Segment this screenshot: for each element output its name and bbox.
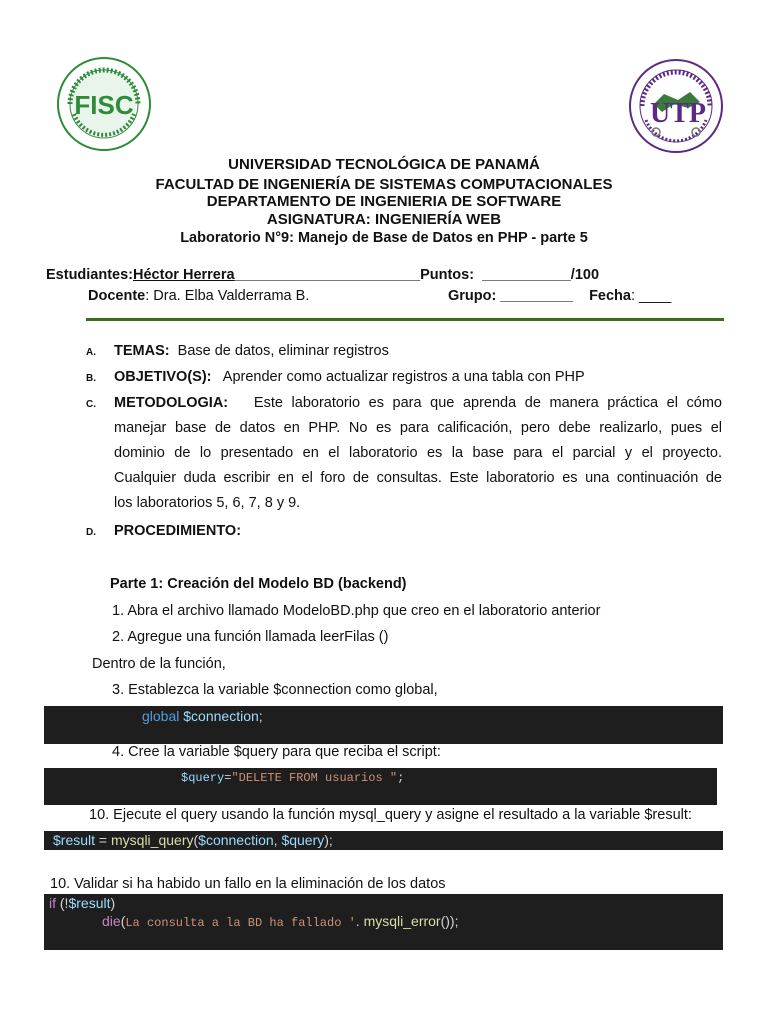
section-b: B. OBJETIVO(S): Aprender como actualizar registros a una tabla con PHP bbox=[86, 369, 585, 385]
step-3: 3. Establezca la variable $connection como global, bbox=[112, 682, 438, 698]
section-a: A. TEMAS: Base de datos, eliminar registros bbox=[86, 343, 389, 359]
teacher-value: : Dra. Elba Valderrama B. bbox=[145, 288, 310, 304]
step-4: 4. Cree la variable $query para que reciba el script: bbox=[112, 744, 441, 760]
subject-title: ASIGNATURA: INGENIERÍA WEB bbox=[266, 211, 502, 228]
fisc-logo bbox=[56, 56, 152, 152]
university-title: UNIVERSIDAD TECNOLÓGICA DE PANAMÁ bbox=[228, 156, 540, 173]
step-2: 2. Agregue una función llamada leerFilas () bbox=[112, 629, 389, 645]
part1-title: Parte 1: Creación del Modelo BD (backend) bbox=[110, 576, 407, 592]
group-row bbox=[448, 288, 671, 304]
faculty-title: FACULTAD DE INGENIERÍA DE SISTEMAS COMPUTACIONALES bbox=[155, 176, 613, 193]
inside-function-note: Dentro de la función, bbox=[92, 656, 226, 672]
svg-text:FISC: FISC bbox=[74, 90, 134, 120]
group-label: Grupo: bbox=[448, 288, 497, 304]
code-block-validate: if (!$result) die(La consulta a la BD ha fallado '. mysqli_error()); bbox=[44, 894, 723, 950]
step-10-execute: 10. Ejecute el query usando la función mysql_query y asigne el resultado a la variable $result: bbox=[89, 807, 692, 823]
points-label: Puntos: bbox=[420, 267, 475, 283]
date-value: : ____ bbox=[630, 288, 672, 304]
teacher-label: Docente bbox=[88, 288, 146, 304]
date-label: Fecha bbox=[589, 288, 631, 304]
code-block-result: $result = mysqli_query($connection, $query); bbox=[44, 831, 723, 850]
students-row bbox=[46, 267, 599, 283]
points-value: ___________/100 bbox=[482, 267, 600, 283]
students-value: Héctor Herrera bbox=[133, 267, 235, 283]
students-blank: _______________________ bbox=[234, 267, 421, 283]
divider-line bbox=[86, 318, 724, 321]
students-label: Estudiantes: bbox=[46, 267, 134, 283]
teacher-row bbox=[88, 288, 309, 304]
step-1: 1. Abra el archivo llamado ModeloBD.php que creo en el laboratorio anterior bbox=[112, 603, 601, 619]
department-title: DEPARTAMENTO DE INGENIERIA DE SOFTWARE bbox=[206, 193, 562, 210]
section-c-label: C. bbox=[86, 399, 96, 410]
svg-text:UTP: UTP bbox=[650, 98, 706, 129]
group-value: _________ bbox=[500, 288, 573, 304]
utp-logo bbox=[628, 58, 724, 154]
section-c-paragraph: METODOLOGIA: Este laboratorio es para que aprenda de manera práctica el cómo manejar base de datos en PHP. No es para calificación, pero debe realizarlo, pues el dominio de lo presentado en el laboratorio es la base para el parcial y el proyecto. Cualquier duda escribir en el foro de consultas. Este laboratorio es una continuación de los laboratorios 5, 6, 7, 8 y 9. bbox=[114, 395, 722, 511]
step-10-validate: 10. Validar si ha habido un fallo en la eliminación de los datos bbox=[50, 876, 446, 892]
lab-title: Laboratorio N°9: Manejo de Base de Datos en PHP - parte 5 bbox=[180, 230, 588, 246]
code-block-global: global $connection; bbox=[44, 706, 723, 744]
section-d: D. PROCEDIMIENTO: bbox=[86, 523, 242, 539]
code-block-query: $query="DELETE FROM usuarios "; bbox=[44, 768, 717, 805]
